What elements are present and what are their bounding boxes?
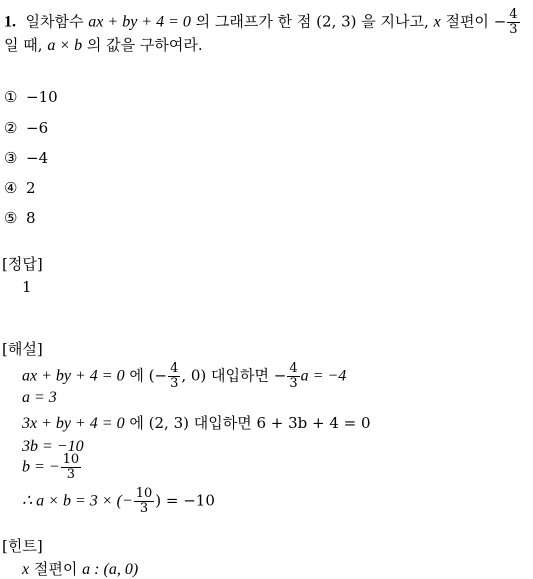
solution-heading: [해설]	[2, 340, 43, 358]
fraction-denominator: 3	[289, 376, 298, 391]
choice-marker: ①	[4, 88, 18, 106]
solution-text: b = −	[22, 458, 60, 476]
fraction-numerator: 10	[62, 452, 80, 467]
hint-heading: [힌트]	[2, 537, 43, 555]
fraction-numerator: 4	[289, 361, 298, 376]
x-variable: x	[22, 561, 30, 578]
question-text: 절편이 −	[445, 12, 507, 31]
fraction-numerator: 4	[170, 361, 179, 376]
choice-marker: ②	[4, 119, 18, 137]
question-number: 1.	[4, 13, 16, 31]
solution-text: a = −4	[300, 367, 347, 385]
solution-text: ∴ a × b = 3 × (−	[22, 492, 133, 510]
choice-value: 2	[26, 179, 36, 197]
fraction	[168, 362, 180, 391]
fraction-denominator: 3	[66, 467, 75, 482]
solution-line-6	[22, 487, 215, 516]
equation: ax + by + 4 = 0	[88, 13, 191, 31]
question-text: 의 값을 구하여라.	[86, 36, 203, 54]
question-line-1	[4, 8, 521, 37]
solution-line-2: a = 3	[22, 389, 57, 406]
answer-value: 1	[22, 278, 32, 296]
fraction	[507, 8, 519, 37]
solution-text: 에 (2, 3) 대입하면 6 + 3b + 4 = 0	[129, 414, 371, 432]
hint-text: 절편이	[33, 560, 78, 578]
solution-text: ) = −10	[155, 491, 215, 510]
fraction-numerator: 10	[135, 486, 153, 501]
question-text: 일차함수	[25, 12, 84, 31]
answer-heading: [정답]	[2, 255, 43, 273]
choice-3[interactable]	[4, 149, 48, 167]
question-line-2	[4, 36, 203, 55]
fraction	[134, 487, 155, 516]
question-text: 일 때,	[4, 36, 43, 54]
choice-value: −10	[26, 88, 58, 106]
choice-5[interactable]	[4, 209, 36, 227]
choice-value: −6	[26, 119, 49, 137]
equation: 3x + by + 4 = 0	[22, 415, 125, 432]
choice-4[interactable]	[4, 179, 36, 197]
fraction-denominator: 3	[170, 376, 179, 391]
solution-text: , 0) 대입하면 −	[181, 366, 287, 385]
question-text: 의 그래프가 한 점 (2, 3) 을 지나고,	[195, 12, 429, 31]
solution-line-4: 3b = −10	[22, 438, 84, 455]
choice-marker: ③	[4, 149, 18, 167]
solution-line-1	[22, 362, 346, 391]
fraction-numerator: 4	[509, 7, 518, 22]
fraction	[287, 362, 299, 391]
fraction	[61, 453, 82, 482]
solution-line-3	[22, 414, 371, 433]
choice-1[interactable]	[4, 88, 58, 106]
solution-line-5	[22, 453, 82, 482]
fraction-denominator: 3	[139, 501, 149, 516]
choice-value: −4	[26, 149, 49, 167]
fraction-denominator: 3	[509, 22, 518, 37]
solution-text: 에 (−	[129, 366, 168, 385]
choice-value: 8	[26, 209, 36, 227]
equation: ax + by + 4 = 0	[22, 367, 125, 385]
choice-marker: ④	[4, 179, 18, 197]
choice-marker: ⑤	[4, 209, 18, 227]
product-expression: a × b	[47, 37, 83, 54]
hint-math: a : (a, 0)	[82, 561, 139, 578]
hint-line	[22, 560, 138, 579]
choice-2[interactable]	[4, 119, 48, 137]
x-variable: x	[433, 13, 441, 31]
